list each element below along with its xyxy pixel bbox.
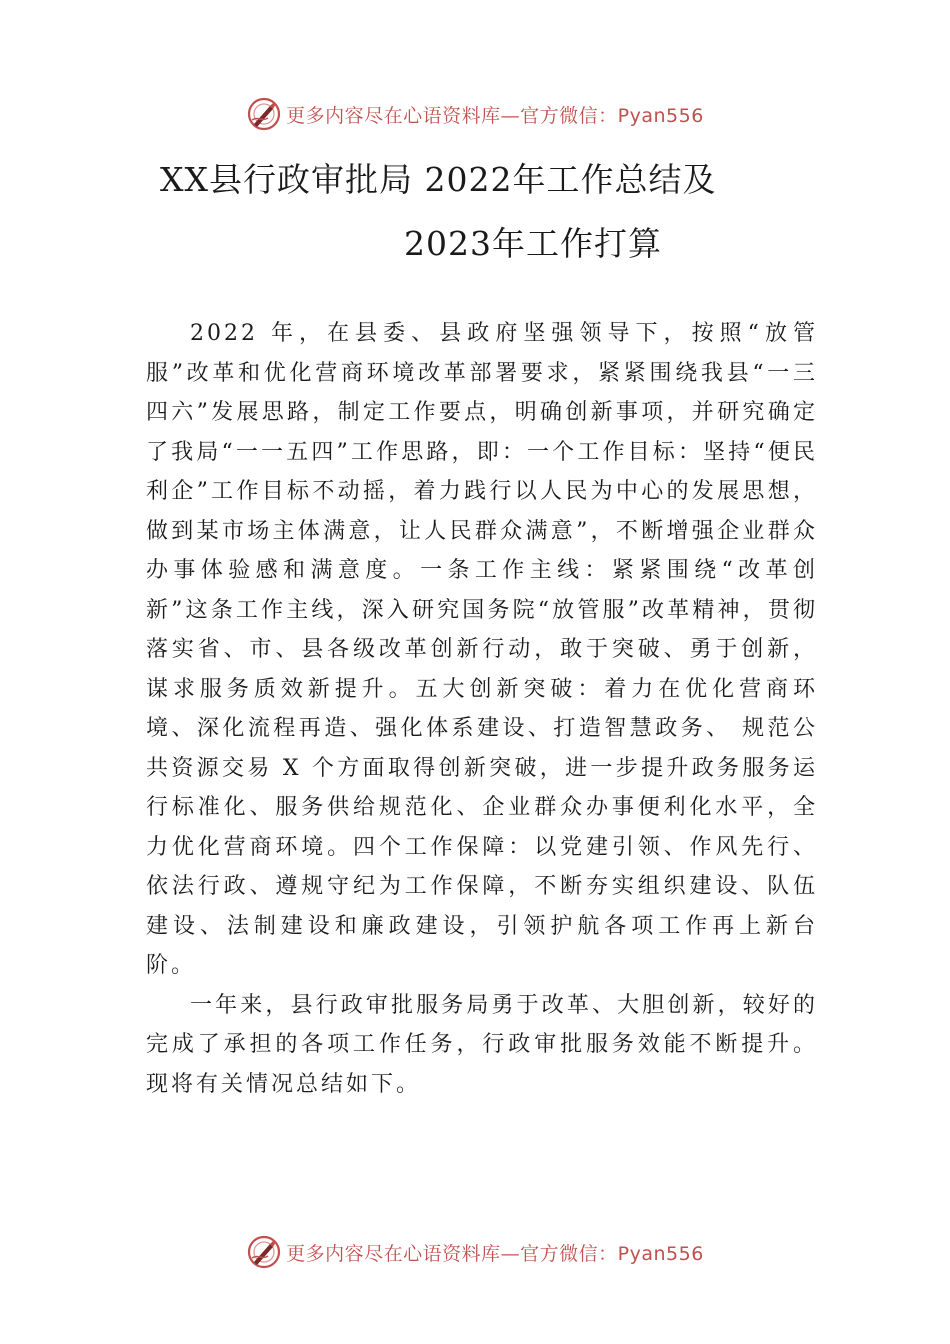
document-body	[146, 314, 818, 1104]
watermark-wechat-id: Pyan556	[617, 1242, 704, 1265]
watermark-header	[0, 94, 950, 134]
watermark-footer	[0, 1232, 950, 1272]
watermark-wechat-id: Pyan556	[617, 104, 704, 127]
watermark-logo-icon	[246, 96, 282, 132]
watermark-logo-icon	[246, 1234, 282, 1270]
body-paragraph-1: 2022 年，在县委、县政府坚强领导下，按照“放管服”改革和优化营商环境改革部署要求，紧紧围绕我县“一三四六”发展思路，制定工作要点，明确创新事项，并研究确定了我局“一一五四”工作思路，即：一个工作目标：坚持“便民利企”工作目标不动摇，着力践行以人民为中心的发展思想，做到某市场主体满意，让人民群众满意”，不断增强企业群众办事体验感和满意度。一条工作主线：紧紧围绕“改革创新”这条工作主线，深入研究国务院“放管服”改革精神，贯彻落实省、市、县各级改革创新行动，敢于突破、勇于创新，谋求服务质效新提升。五大创新突破：着力在优化营商环境、深化流程再造、强化体系建设、打造智慧政务、 规范公共资源交易 X 个方面取得创新突破，进一步提升政务服务运行标准化、服务供给规范化、企业群众办事便利化水平，全力优化营商环境。四个工作保障：以党建引领、作风先行、依法行政、遵规守纪为工作保障，不断夯实组织建设、队伍建设、法制建设和廉政建设，引领护航各项工作再上新台阶。	[146, 321, 818, 978]
body-paragraph-2: 一年来，县行政审批服务局勇于改革、大胆创新，较好的完成了承担的各项工作任务，行政审批服务效能不断提升。现将有关情况总结如下。	[146, 992, 818, 1097]
watermark-text: 更多内容尽在心语资料库—官方微信：	[286, 104, 618, 127]
document-title-line2: 2023年工作打算	[404, 224, 662, 263]
document-title-line1: XX县行政审批局 2022年工作总结及	[160, 160, 717, 199]
watermark-text: 更多内容尽在心语资料库—官方微信：	[286, 1242, 618, 1265]
